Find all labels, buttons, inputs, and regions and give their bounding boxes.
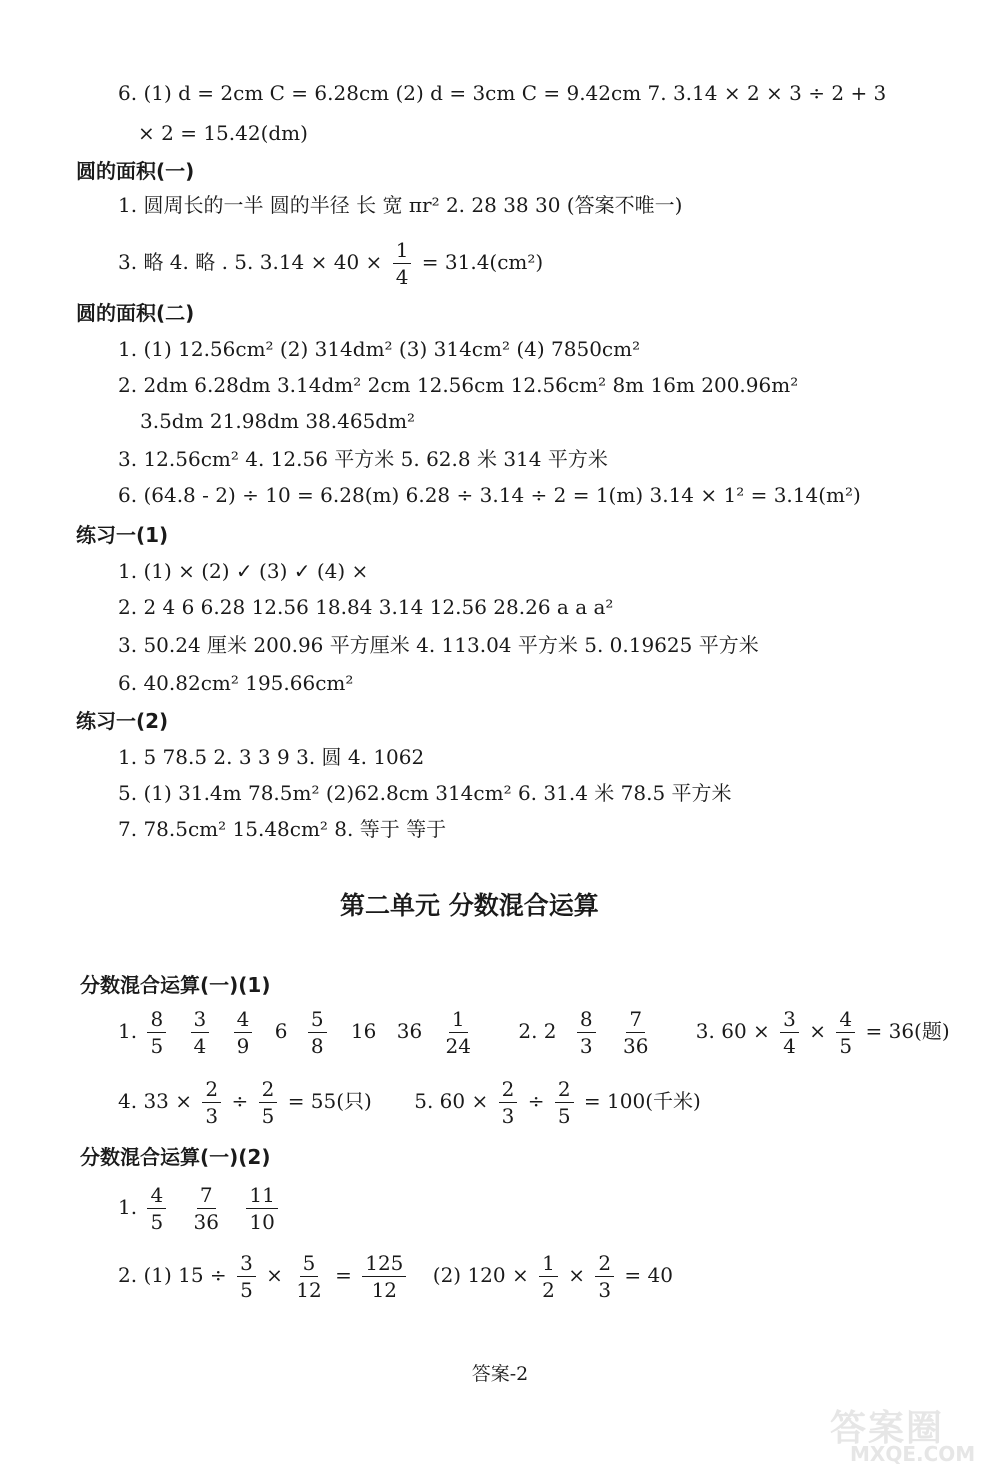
answer-line: 6. (64.8 - 2) ÷ 10 = 6.28(m) 6.28 ÷ 3.14 ÷ 2 = 1(m) 3.14 × 1² = 3.14(m²) [118,483,861,507]
answer-line: 1. (1) × (2) ✓ (3) ✓ (4) × [118,559,369,583]
answer-line: 4. 33 × $\frac{2}{3}$ ÷ $\frac{2}{5}$ = 55(只) 5. 60 × $\frac{2}{3}$ ÷ $\frac{2}{5}$ = 100(千米) [118,1077,701,1128]
answer-line: 1. $\frac{8}{5}$ $\frac{3}{4}$ $\frac{4}{9}$ 6 $\frac{5}{8}$ 16 36 $\frac{1}{24}$ 2. 2 $\frac{8}{3}$ $\frac{7}{36}$ 3. 60 × $\frac{3}{4}$ × $\frac{4}{5}$ = 36(题) [118,1007,950,1058]
answer-line: 6. 40.82cm² 195.66cm² [118,671,354,695]
answer-line: 2. 2dm 6.28dm 3.14dm² 2cm 12.56cm 12.56cm² 8m 16m 200.96m² [118,373,799,397]
fraction: $\frac{3}{4}$ [191,1009,210,1056]
answer-line: 1. 圆周长的一半 圆的半径 长 宽 πr² 2. 28 38 30 (答案不唯一) [118,193,683,217]
fraction: $\frac{2}{3}$ [202,1079,221,1126]
section-heading: 圆的面积(二) [76,301,195,325]
fraction: $\frac{1}{2}$ [539,1253,558,1300]
fraction: $\frac{11}{10}$ [246,1185,277,1232]
answer-line: × 2 = 15.42(dm) [138,121,308,145]
section-heading: 圆的面积(一) [76,159,195,183]
fraction: $\frac{1}{24}$ [445,1007,471,1058]
section-heading: 分数混合运算(一)(2) [80,1145,271,1169]
section-heading: 练习一(2) [76,709,169,733]
page-number: 答案-2 [471,1363,529,1385]
watermark-url: MXQE.COM [850,1442,976,1466]
fraction: $\frac{2}{3}$ [499,1079,518,1126]
watermark-logo: 答案圈 [830,1408,945,1449]
fraction: $\frac{7}{36}$ [622,1007,649,1058]
answer-line: 6. (1) d = 2cm C = 6.28cm (2) d = 3cm C = 9.42cm 7. 3.14 × 2 × 3 ÷ 2 + 3 [118,81,887,105]
fraction: $\frac{7}{36}$ [193,1183,219,1234]
answer-line: 7. 78.5cm² 15.48cm² 8. 等于 等于 [118,817,447,841]
fraction: $\frac{3}{5}$ [237,1253,256,1300]
fraction: $\frac{2}{3}$ [595,1253,614,1300]
answer-line: 2. 2 4 6 6.28 12.56 18.84 3.14 12.56 28.26 a a a² [118,595,614,619]
section-heading: 练习一(1) [76,523,169,547]
fraction: $\frac{8}{3}$ [577,1009,596,1056]
fraction: $\frac{5}{8}$ [308,1009,327,1056]
answer-line: 3.5dm 21.98dm 38.465dm² [140,409,416,433]
answer-line: 3. 略 4. 略 . 5. 3.14 × 40 × $\frac{1}{4}$ = 31.4(cm²) [118,238,544,289]
fraction: $\frac{2}{5}$ [555,1079,574,1126]
answer-line: 2. (1) 15 ÷ $\frac{3}{5}$ × $\frac{5}{12}$ = $\frac{125}{12}$ (2) 120 × $\frac{1}{2}$ × $\frac{2}{3}$ = 40 [118,1251,673,1302]
fraction: $\frac{4}{5}$ [836,1009,855,1056]
fraction: $\frac{4}{9}$ [234,1009,253,1056]
answer-line: 1. (1) 12.56cm² (2) 314dm² (3) 314cm² (4) 7850cm² [118,337,641,361]
unit-title: 第二单元 分数混合运算 [340,891,599,920]
fraction: $\frac{3}{4}$ [780,1009,799,1056]
fraction: $\frac{2}{5}$ [259,1079,278,1126]
fraction: $\frac{1}{4}$ [393,240,412,287]
section-heading: 分数混合运算(一)(1) [80,973,271,997]
fraction: $\frac{4}{5}$ [147,1185,166,1232]
fraction: $\frac{8}{5}$ [147,1009,166,1056]
answer-line: 1. $\frac{4}{5}$ $\frac{7}{36}$ $\frac{11}{10}$ [118,1184,282,1232]
fraction: $\frac{5}{12}$ [296,1251,322,1302]
answer-line: 5. (1) 31.4m 78.5m² (2)62.8cm 314cm² 6. 31.4 米 78.5 平方米 [118,781,732,805]
answer-line: 3. 50.24 厘米 200.96 平方厘米 4. 113.04 平方米 5. 0.19625 平方米 [118,633,759,657]
answer-line: 1. 5 78.5 2. 3 3 9 3. 圆 4. 1062 [118,745,425,769]
fraction: $\frac{125}{12}$ [362,1253,406,1300]
answer-line: 3. 12.56cm² 4. 12.56 平方米 5. 62.8 米 314 平方米 [118,447,608,471]
